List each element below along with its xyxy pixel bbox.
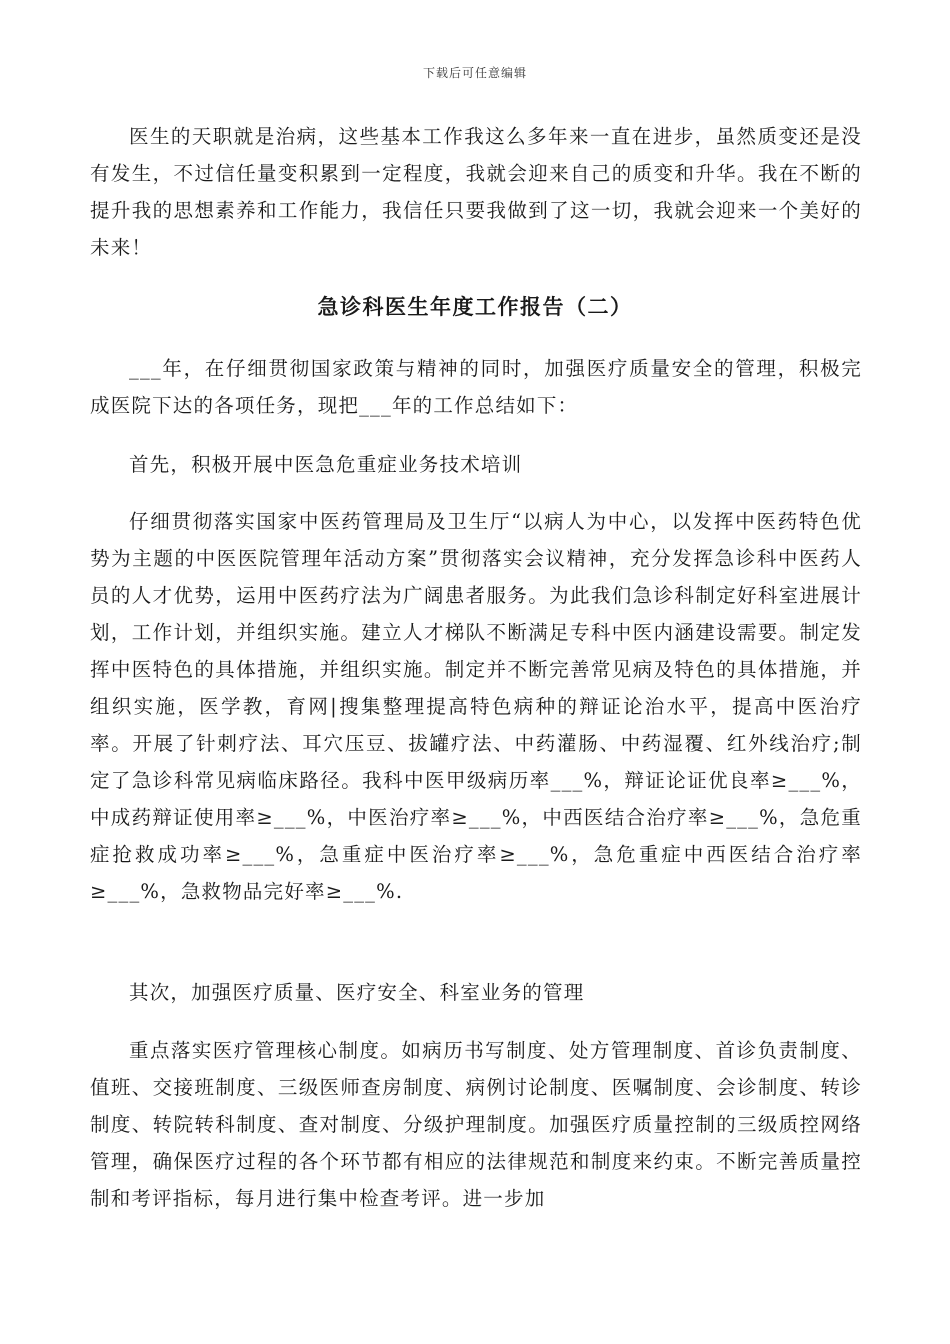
intro-paragraph: 医生的天职就是治病，这些基本工作我这么多年来一直在进步，虽然质变还是没有发生，不过信任量变积累到一定程度，我就会迎来自己的质变和升华。我在不断的提升我的思想素养和工作能力，我信任只要我做到了这一切，我就会迎来一个美好的未来！ xyxy=(90,125,862,259)
paragraph-quality: 重点落实医疗管理核心制度。如病历书写制度、处方管理制度、首诊负责制度、值班、交接班制度、三级医师查房制度、病例讨论制度、医嘱制度、会诊制度、转诊制度、转院转科制度、查对制度、分级护理制度。加强医疗质量控制的三级质控网络管理，确保医疗过程的各个环节都有相应的法律规范和制度来约束。不断完善质量控制和考评指标，每月进行集中检查考评。进一步加 xyxy=(90,1039,862,1210)
section-heading-quality: 其次，加强医疗质量、医疗安全、科室业务的管理 xyxy=(129,981,585,1004)
page-header-note: 下载后可任意编辑 xyxy=(422,66,527,80)
document-title: 急诊科医生年度工作报告（二） xyxy=(317,295,633,319)
paragraph-opening: ___年，在仔细贯彻国家政策与精神的同时，加强医疗质量安全的管理，积极完成医院下达的各项任务，现把___年的工作总结如下： xyxy=(90,357,862,417)
paragraph-training: 仔细贯彻落实国家中医药管理局及卫生厅“以病人为中心，以发挥中医药特色优势为主题的中医医院管理年活动方案”贯彻落实会议精神，充分发挥急诊科中医药人员的人才优势，运用中医药疗法为广阔患者服务。为此我们急诊科制定好科室进展计划，工作计划，并组织实施。建立人才梯队不断满足专科中医内涵建设需要。制定发挥中医特色的具体措施，并组织实施。制定并不断完善常见病及特色的具体措施，并组织实施，医学教，育网|搜集整理提高特色病种的辩证论治水平，提高中医治疗率。开展了针刺疗法、耳穴压豆、拔罐疗法、中药灌肠、中药湿覆、红外线治疗;制定了急诊科常见病临床路径。我科中医甲级病历率___%，辩证论证优良率≥___%，中成药辩证使用率≥___%，中医治疗率≥___%，中西医结合治疗率≥___%，急危重症抢救成功率≥___%，急重症中医治疗率≥___%，急危重症中西医结合治疗率≥___%，急救物品完好率≥___%. xyxy=(90,510,862,903)
section-heading-training: 首先，积极开展中医急危重症业务技术培训 xyxy=(129,453,523,476)
